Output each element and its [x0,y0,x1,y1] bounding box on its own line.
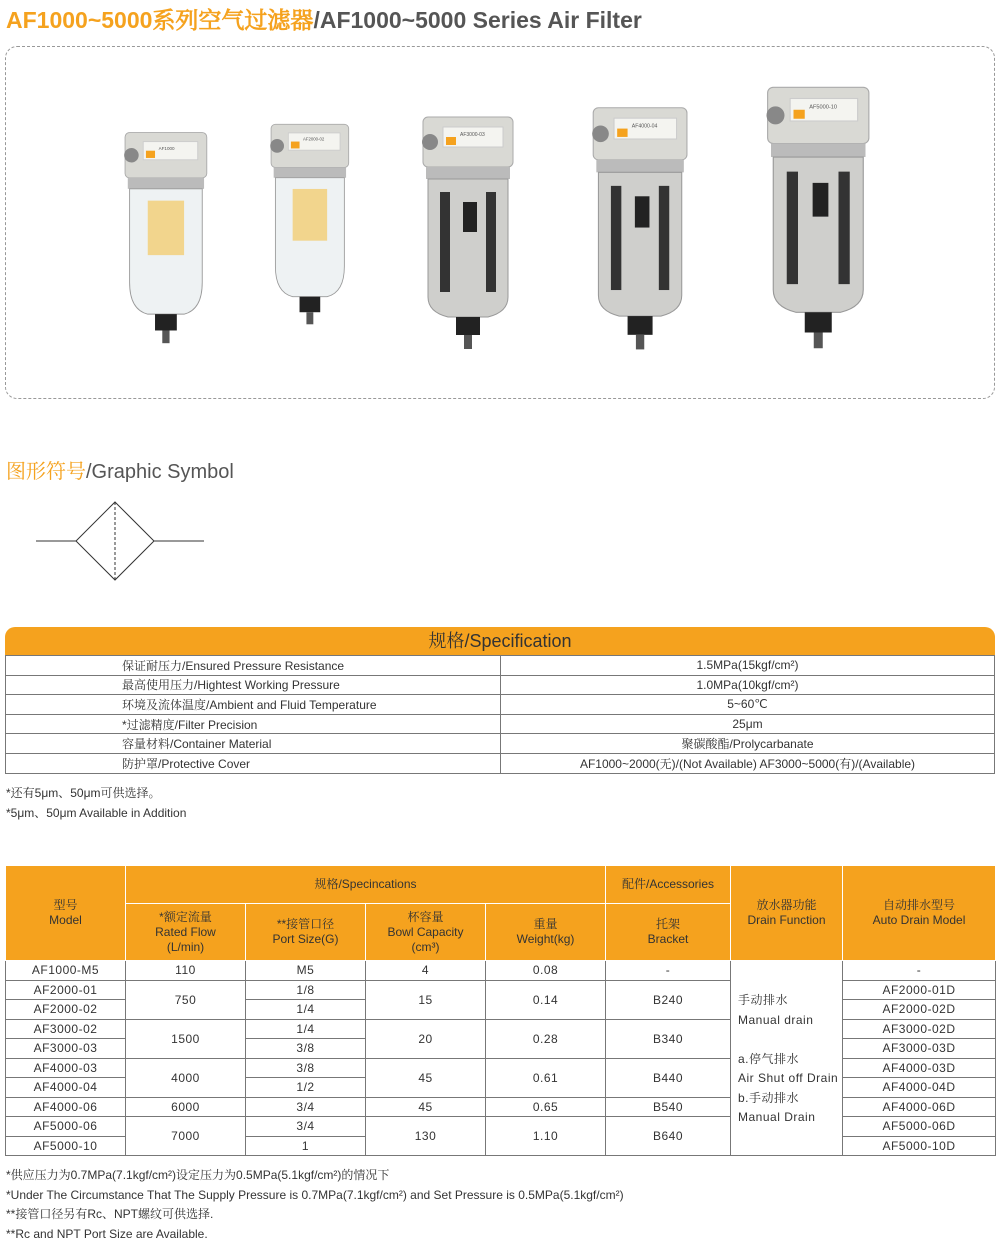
spec-row [6,695,995,715]
table-row [6,980,996,1000]
spec-label: 容量材料/Container Material [6,734,501,754]
graphic-symbol-title: 图形符号/Graphic Symbol [6,461,234,483]
weight-cell: 0.65 [486,1097,606,1117]
spec-value: 5~60℃ [501,695,995,715]
product-image [266,120,371,341]
spec-row [6,714,995,734]
bracket-cell: B640 [606,1117,731,1156]
header-bracket: 托架 Bracket [606,904,731,961]
filter-symbol-icon [36,498,206,584]
weight-cell: 0.61 [486,1058,606,1097]
model-notes [6,1166,624,1244]
flow-cell: 4000 [126,1058,246,1097]
port-cell: 1/4 [246,1019,366,1039]
port-cell: 3/4 [246,1117,366,1137]
spec-notes [6,784,186,823]
auto-cell: AF5000-10D [843,1136,996,1156]
spec-value: 聚碳酸酯/Prolycarbanate [501,734,995,754]
weight-cell: 0.08 [486,961,606,981]
bowl-cell: 20 [366,1019,486,1058]
port-cell: 1 [246,1136,366,1156]
flow-cell: 750 [126,980,246,1019]
spec-value: 1.5MPa(15kgf/cm²) [501,656,995,676]
auto-cell: - [843,961,996,981]
spec-label: *过滤精度/Filter Precision [6,714,501,734]
note: *5μm、50μm Available in Addition [6,805,187,820]
flow-cell: 1500 [126,1019,246,1058]
spec-row [6,675,995,695]
bracket-cell: B540 [606,1097,731,1117]
model-cell: AF2000-02 [6,1000,126,1020]
bracket-cell: B340 [606,1019,731,1058]
svg-text:AF5000-10: AF5000-10 [809,104,838,111]
spec-header: 规格/Specification [5,627,995,655]
table-row [6,1058,996,1078]
model-cell: AF3000-03 [6,1039,126,1059]
port-cell: 3/4 [246,1097,366,1117]
bowl-cell: 45 [366,1058,486,1097]
auto-cell: AF4000-03D [843,1058,996,1078]
drain-function-line [738,1030,842,1050]
weight-cell: 0.28 [486,1019,606,1058]
model-cell: AF4000-04 [6,1078,126,1098]
svg-text:AF4000-04: AF4000-04 [631,123,658,130]
drain-function-line: Air Shut off Drain [738,1071,839,1085]
bracket-cell: - [606,961,731,981]
model-table [5,865,996,1156]
spec-value: 25μm [501,714,995,734]
port-cell: 3/8 [246,1039,366,1059]
header-specs: 规格/Specincations [126,866,606,904]
auto-cell: AF4000-04D [843,1078,996,1098]
spec-row [6,734,995,754]
auto-cell: AF2000-02D [843,1000,996,1020]
note: *Under The Circumstance That The Supply Pressure is 0.7MPa(7.1kgf/cm²) and Set Pressure is 0.5MPa(5.1kgf/cm²) [6,1187,624,1202]
drain-function-line: a.停气排水 [738,1051,800,1066]
header-accessories: 配件/Accessories [606,866,731,904]
model-cell: AF5000-10 [6,1136,126,1156]
port-cell: 1/2 [246,1078,366,1098]
drain-function-cell [731,961,843,1156]
drain-function-line: 手动排水 [738,993,789,1007]
svg-text:AF1000: AF1000 [158,145,175,151]
bowl-cell: 15 [366,980,486,1019]
header-port: **接管口径 Port Size(G) [246,904,366,961]
spec-row [6,753,995,773]
port-cell: 3/8 [246,1058,366,1078]
auto-cell: AF2000-01D [843,980,996,1000]
weight-cell: 0.14 [486,980,606,1019]
specification-table [5,627,995,774]
bowl-cell: 130 [366,1117,486,1156]
bracket-cell: B440 [606,1058,731,1097]
spec-label: 保证耐压力/Ensured Pressure Resistance [6,656,501,676]
auto-cell: AF3000-02D [843,1019,996,1039]
bowl-cell: 4 [366,961,486,981]
drain-function-line: Manual drain [738,1012,814,1027]
weight-cell: 1.10 [486,1117,606,1156]
note: *还有5μm、50μm可供选择。 [6,786,161,800]
note: **接管口径另有Rc、NPT螺纹可供选择. [6,1207,214,1221]
table-row [6,1097,996,1117]
page-title: AF1000~5000系列空气过滤器/AF1000~5000 Series Air Filter [6,7,642,33]
flow-cell: 7000 [126,1117,246,1156]
header-model: 型号 Model [6,866,126,961]
table-row [6,1117,996,1137]
product-image [418,112,538,367]
note: **Rc and NPT Port Size are Available. [6,1226,208,1241]
note: *供应压力为0.7MPa(7.1kgf/cm²)设定压力为0.5MPa(5.1kgf/cm²)的情况下 [6,1168,390,1182]
spec-row [6,656,995,676]
auto-cell: AF4000-06D [843,1097,996,1117]
header-auto-drain: 自动排水型号 Auto Drain Model [843,866,996,961]
model-cell: AF4000-03 [6,1058,126,1078]
model-cell: AF2000-01 [6,980,126,1000]
table-row [6,961,996,981]
spec-label: 环境及流体温度/Ambient and Fluid Temperature [6,695,501,715]
auto-cell: AF3000-03D [843,1039,996,1059]
spec-label: 防护罩/Protective Cover [6,753,501,773]
port-cell: 1/4 [246,1000,366,1020]
model-cell: AF1000-M5 [6,961,126,981]
flow-cell: 110 [126,961,246,981]
header-bowl: 杯容量 Bowl Capacity (cm³) [366,904,486,961]
svg-text:AF3000-03: AF3000-03 [460,132,485,138]
auto-cell: AF5000-06D [843,1117,996,1137]
bracket-cell: B240 [606,980,731,1019]
port-cell: M5 [246,961,366,981]
svg-text:AF2000-02: AF2000-02 [302,136,325,142]
bowl-cell: 45 [366,1097,486,1117]
header-weight: 重量 Weight(kg) [486,904,606,961]
table-row [6,1019,996,1039]
product-image [762,80,897,370]
drain-function-line: b.手动排水 [738,1090,800,1105]
model-cell: AF4000-06 [6,1097,126,1117]
spec-value: AF1000~2000(无)/(Not Available) AF3000~5000(有)/(Available) [501,753,995,773]
spec-value: 1.0MPa(10kgf/cm²) [501,675,995,695]
product-image [588,102,713,369]
model-cell: AF3000-02 [6,1019,126,1039]
spec-label: 最高使用压力/Hightest Working Pressure [6,675,501,695]
model-cell: AF5000-06 [6,1117,126,1137]
product-image [120,128,230,360]
header-flow: *额定流量 Rated Flow (L/min) [126,904,246,961]
port-cell: 1/8 [246,980,366,1000]
header-drain: 放水器功能 Drain Function [731,866,843,961]
drain-function-line: Manual Drain [738,1110,816,1124]
flow-cell: 6000 [126,1097,246,1117]
